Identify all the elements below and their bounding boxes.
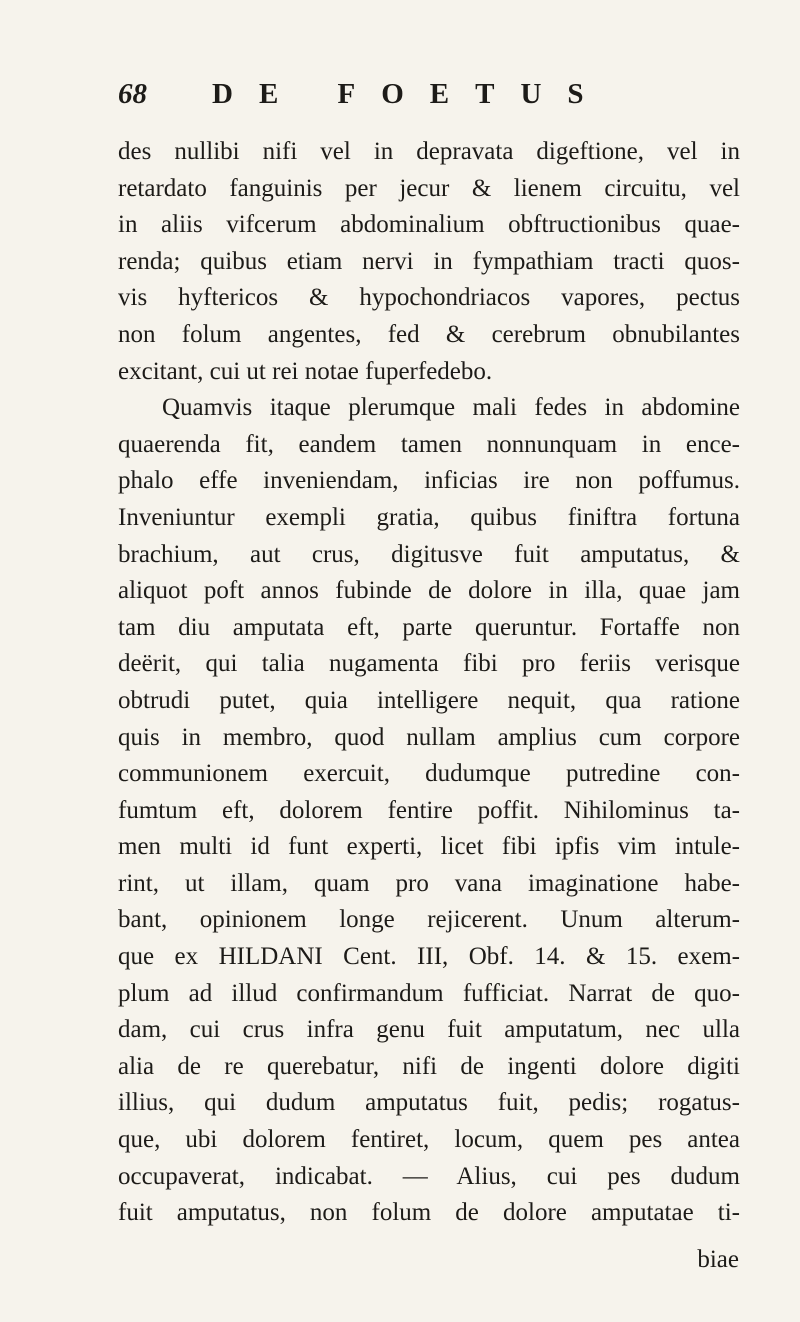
text-line: illius, qui dudum amputatus fuit, pedis; rogatus-: [118, 1089, 740, 1117]
text-line: Inveniuntur exempli gratia, quibus finiftra fortuna: [118, 503, 740, 531]
text-line: tam diu amputata eft, parte queruntur. Fortaffe non: [118, 613, 740, 641]
page-number: 68: [118, 78, 147, 110]
page-header: [118, 78, 738, 128]
text-line: alia de re querebatur, nifi de ingenti dolore digiti: [118, 1052, 740, 1080]
text-line: occupaverat, indicabat. — Alius, cui pes dudum: [118, 1162, 740, 1190]
running-title: DE FOETUS: [212, 78, 610, 110]
text-line: fumtum eft, dolorem fentire poffit. Nihilominus ta-: [118, 796, 740, 824]
text-line: in aliis vifcerum abdominalium obftructionibus quae-: [118, 211, 740, 239]
text-line: que ex HILDANI Cent. III, Obf. 14. & 15. exem-: [118, 943, 740, 971]
text-line: phalo effe inveniendam, inficias ire non poffumus.: [118, 467, 740, 495]
text-line: non folum angentes, fed & cerebrum obnubilantes: [118, 320, 740, 348]
text-line: renda; quibus etiam nervi in fympathiam tracti quos-: [118, 247, 740, 275]
text-line: bant, opinionem longe rejicerent. Unum alterum-: [118, 906, 740, 934]
text-line: excitant, cui ut rei notae fuperfedebo.: [118, 357, 493, 385]
text-line: plum ad illud confirmandum fufficiat. Narrat de quo-: [118, 979, 740, 1007]
text-line: fuit amputatus, non folum de dolore amputatae ti-: [118, 1199, 740, 1227]
text-line: obtrudi putet, quia intelligere nequit, qua ratione: [118, 686, 740, 714]
text-line: deërit, qui talia nugamenta fibi pro feriis verisque: [118, 650, 740, 678]
catchword: biae: [697, 1246, 739, 1273]
text-line: dam, cui crus infra genu fuit amputatum, nec ulla: [118, 1016, 740, 1044]
body-text: [118, 134, 740, 1232]
text-line: des nullibi nifi vel in depravata digeftione, vel in: [118, 138, 740, 165]
text-line: vis hyftericos & hypochondriacos vapores, pectus: [118, 284, 740, 312]
text-line: retardato fanguinis per jecur & lienem circuitu, vel: [118, 174, 740, 202]
text-line: quaerenda fit, eandem tamen nonnunquam in ence-: [118, 430, 740, 458]
text-line: brachium, aut crus, digitusve fuit amputatus, &: [118, 540, 740, 568]
text-line: rint, ut illam, quam pro vana imaginatione habe-: [118, 869, 740, 897]
text-line: quis in membro, quod nullam amplius cum corpore: [118, 723, 740, 751]
text-line: Quamvis itaque plerumque mali fedes in abdomine: [162, 394, 740, 422]
text-line: communionem exercuit, dudumque putredine con-: [118, 760, 740, 788]
text-line: men multi id funt experti, licet fibi ipfis vim intule-: [118, 833, 740, 861]
text-line: aliquot poft annos fubinde de dolore in illa, quae jam: [118, 577, 740, 605]
text-line: que, ubi dolorem fentiret, locum, quem pes antea: [118, 1126, 740, 1154]
